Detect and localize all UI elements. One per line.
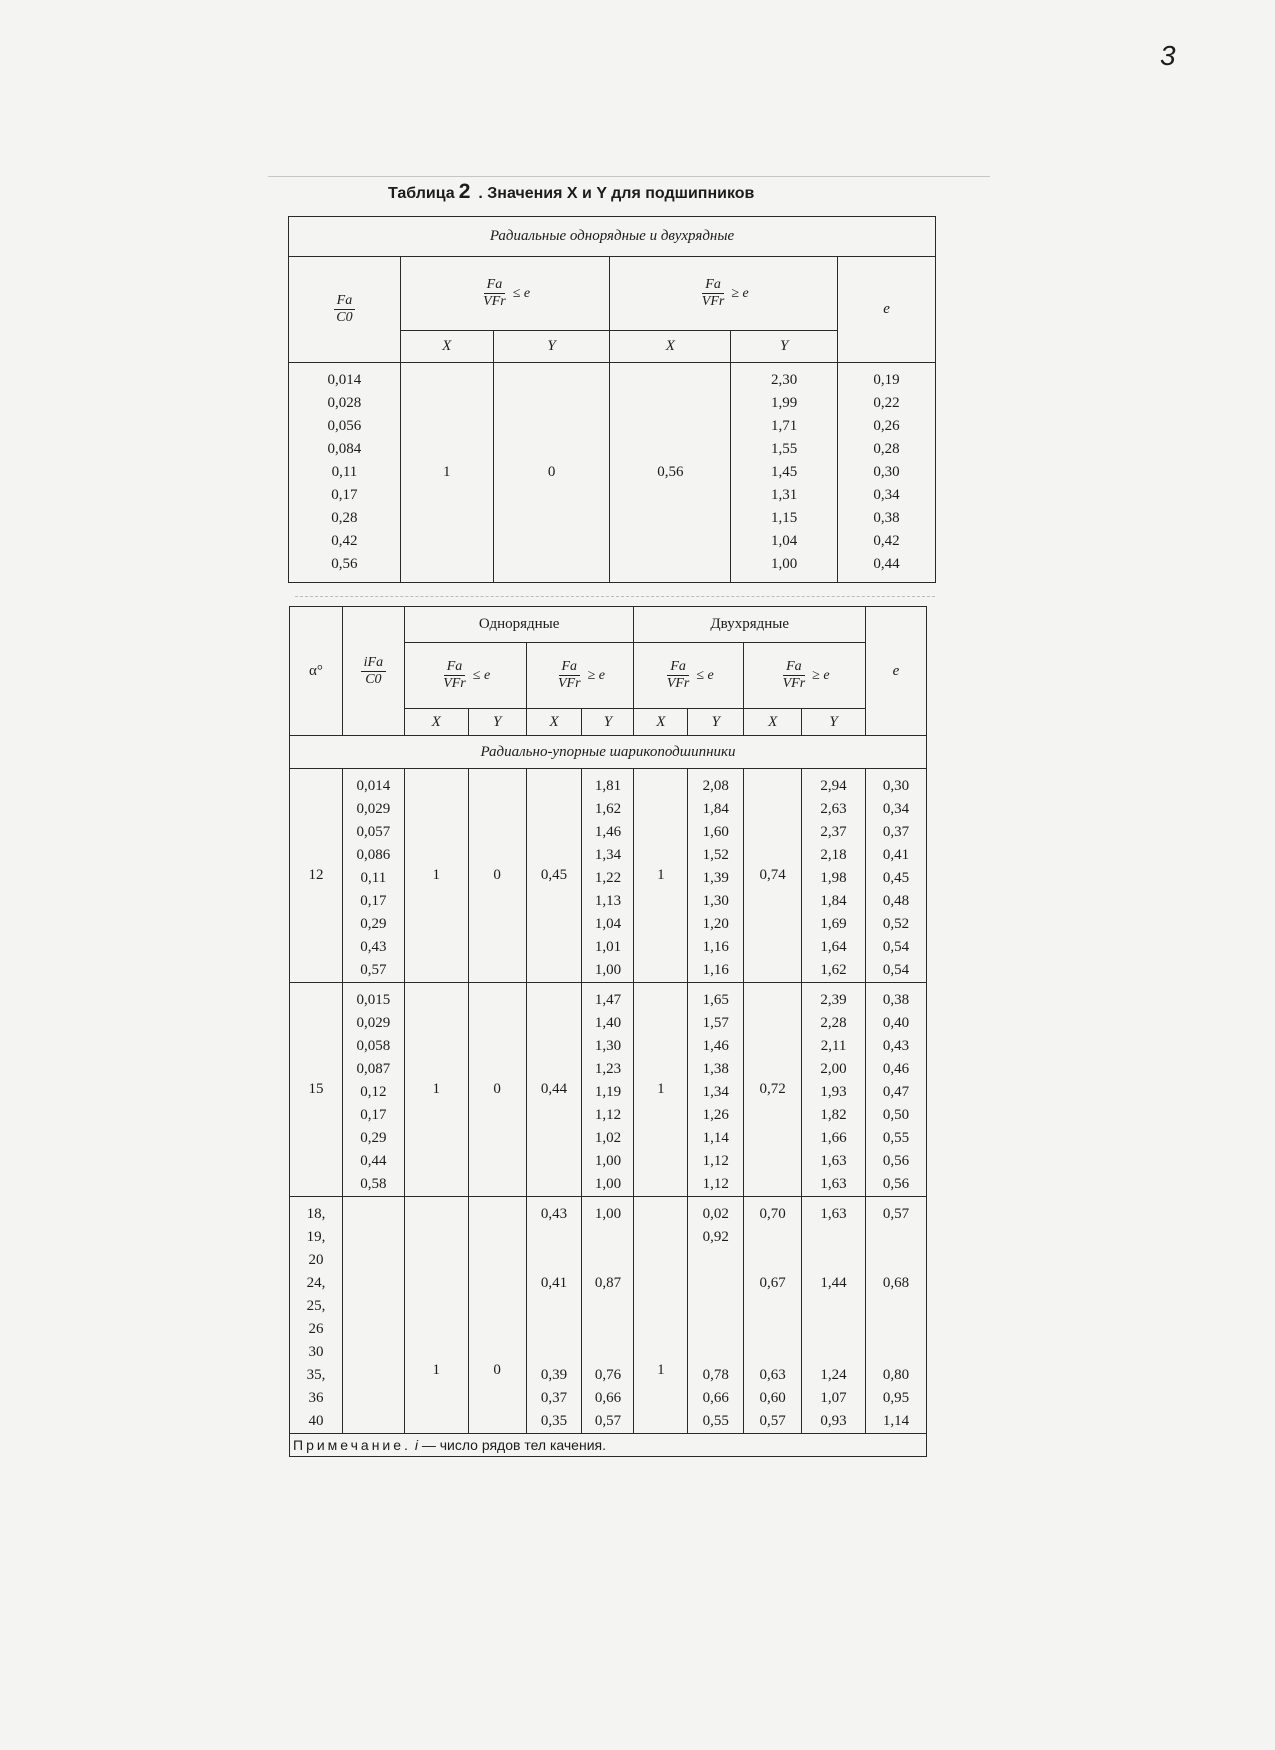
single-le-header [404, 643, 526, 709]
cell: 0,37 [882, 824, 910, 840]
ratio-column [342, 769, 404, 983]
cell: 1,99 [771, 395, 798, 411]
cell: 0,43 [540, 1206, 568, 1222]
cell: 36 [308, 1390, 324, 1406]
cell: 0,46 [882, 1061, 910, 1077]
e-header: e [866, 607, 927, 736]
double-ge-header [744, 643, 866, 709]
cell: 35, [306, 1367, 326, 1383]
cell: 0,56 [882, 1176, 910, 1192]
cell [688, 1249, 743, 1272]
cond-le: ≤ e [696, 667, 714, 683]
single-x1: 1 [404, 1197, 468, 1434]
cell: 0,70 [759, 1206, 786, 1222]
cell: 1,82 [820, 1107, 847, 1123]
cell: 0,35 [540, 1413, 568, 1429]
frac-den: C0 [336, 310, 353, 325]
alpha-value: 15 [290, 983, 343, 1197]
cell [744, 1341, 801, 1364]
cell: 0,37 [540, 1390, 568, 1406]
cell: 1,34 [702, 1084, 729, 1100]
single-x1: 1 [404, 769, 468, 983]
single-ge-header [526, 643, 634, 709]
cell: 0,30 [873, 464, 900, 480]
cell: 2,00 [820, 1061, 847, 1077]
cell: 1,64 [820, 939, 847, 955]
cell: 2,30 [771, 372, 798, 388]
frac-num: Fa [444, 659, 466, 676]
cell: 0,029 [356, 1015, 391, 1031]
cell: 0,086 [356, 847, 391, 863]
cell: 1,00 [594, 1153, 622, 1169]
cell: 0,34 [873, 487, 900, 503]
page-number: 3 [1160, 40, 1176, 71]
double-y1-column [688, 983, 744, 1197]
frac-den: VFr [558, 676, 581, 691]
cell: 0,57 [594, 1413, 622, 1429]
cell: 1,00 [771, 556, 798, 572]
cell: 0,29 [360, 1130, 387, 1146]
cell: 1,45 [771, 464, 798, 480]
cell: 0,11 [331, 464, 358, 480]
cell: 1,46 [702, 1038, 729, 1054]
double-y2-column [802, 1197, 866, 1434]
cell: 0,17 [360, 893, 387, 909]
cell: 0,42 [873, 533, 900, 549]
top-rule [268, 176, 990, 177]
cell: 0,41 [882, 847, 910, 863]
y2-column [731, 363, 838, 583]
cell: 1,63 [820, 1176, 847, 1192]
cell: 1,47 [594, 992, 622, 1008]
cell: 1,57 [702, 1015, 729, 1031]
cell: 0,66 [594, 1390, 622, 1406]
cell: 0,015 [356, 992, 391, 1008]
cell: 1,16 [702, 939, 729, 955]
cell: 1,81 [594, 778, 622, 794]
cell: 0,087 [356, 1061, 391, 1077]
double-x2: 0,72 [744, 983, 802, 1197]
cell: 0,029 [356, 801, 391, 817]
cell: 30 [308, 1344, 324, 1360]
cell: 1,01 [594, 939, 622, 955]
cell: 1,24 [820, 1367, 847, 1383]
cond-ge: ≥ e [587, 667, 605, 683]
cell: 0,50 [882, 1107, 910, 1123]
single-y2-column [582, 1197, 634, 1434]
cell: 0,014 [327, 372, 362, 388]
frac-num: iFa [361, 655, 386, 672]
alpha-header: α° [290, 607, 343, 736]
cell: 1,34 [594, 847, 622, 863]
e-column [838, 363, 936, 583]
cond-ge-header [610, 257, 838, 331]
cell: 0,63 [759, 1367, 786, 1383]
group-18-40 [290, 1197, 927, 1434]
frac-num: Fa [702, 277, 724, 294]
cell: 0,58 [360, 1176, 387, 1192]
table1-caption: Радиальные однорядные и двухрядные [289, 217, 936, 257]
single-row-header: Однорядные [404, 607, 634, 643]
single-x2: 0,44 [526, 983, 582, 1197]
cell: 1,63 [820, 1206, 847, 1222]
cell: 0,92 [702, 1229, 729, 1245]
title-prefix: Таблица [388, 185, 455, 202]
table-note [290, 1434, 927, 1457]
frac-num: Fa [783, 659, 805, 676]
cell [866, 1341, 926, 1364]
frac-den: C0 [365, 671, 382, 687]
cell: 0,44 [360, 1153, 387, 1169]
cell: 0,55 [882, 1130, 910, 1146]
cell: 1,55 [771, 441, 798, 457]
x-header: X [400, 331, 493, 363]
cell: 1,04 [771, 533, 798, 549]
cell [688, 1341, 743, 1364]
cond-ge: ≥ e [731, 285, 749, 301]
single-x2: 0,45 [526, 769, 582, 983]
e-column [866, 1197, 927, 1434]
cell: 0,76 [594, 1367, 622, 1383]
cell: 1,40 [594, 1015, 622, 1031]
cell: 0,26 [873, 418, 900, 434]
e-column [866, 983, 927, 1197]
cell [688, 1295, 743, 1318]
cond-le-header [400, 257, 610, 331]
cell: 0,057 [356, 824, 391, 840]
cell [582, 1341, 633, 1364]
cell: 1,12 [702, 1153, 729, 1169]
cell [527, 1295, 582, 1318]
cell: 0,87 [594, 1275, 622, 1291]
cell: 0,68 [882, 1275, 910, 1291]
cell [527, 1226, 582, 1249]
cell: 24, [306, 1275, 326, 1291]
cell: 0,48 [882, 893, 910, 909]
e-column [866, 769, 927, 983]
angular-contact-table [289, 606, 927, 1457]
cell: 0,40 [882, 1015, 910, 1031]
cell: 2,11 [820, 1038, 847, 1054]
cell: 1,66 [820, 1130, 847, 1146]
y-header: Y [802, 709, 866, 736]
cell [744, 1226, 801, 1249]
frac-num: Fa [559, 659, 581, 676]
cell: 1,14 [882, 1413, 910, 1429]
cell: 1,69 [820, 916, 847, 932]
cell [744, 1295, 801, 1318]
cond-ge: ≥ e [812, 667, 830, 683]
ratio-empty [342, 1197, 404, 1434]
cell: 0,02 [702, 1206, 729, 1222]
double-row-header: Двухрядные [634, 607, 866, 643]
frac-den: VFr [443, 676, 466, 691]
cell: 0,19 [873, 372, 900, 388]
double-le-header [634, 643, 744, 709]
double-x1: 1 [634, 983, 688, 1197]
cell: 0,17 [360, 1107, 387, 1123]
cell: 2,63 [820, 801, 847, 817]
cell: 1,63 [820, 1153, 847, 1169]
cell [688, 1318, 743, 1341]
cell: 1,00 [594, 1206, 622, 1222]
cell: 0,56 [331, 556, 358, 572]
x-header: X [634, 709, 688, 736]
cond-le: ≤ e [472, 667, 491, 683]
y-header: Y [468, 709, 526, 736]
cell: 19, [306, 1229, 326, 1245]
cell: 1,46 [594, 824, 622, 840]
cell [802, 1295, 865, 1318]
cell: 0,67 [759, 1275, 786, 1291]
e-header: e [838, 257, 936, 363]
cell: 0,28 [873, 441, 900, 457]
note-i: i [414, 1437, 418, 1453]
ifa-c0-header [342, 607, 404, 736]
cell: 0,34 [882, 801, 910, 817]
alpha-value: 12 [290, 769, 343, 983]
cell: 1,16 [702, 962, 729, 978]
fa-c0-column [289, 363, 401, 583]
cell [582, 1249, 633, 1272]
cell: 2,28 [820, 1015, 847, 1031]
single-x2-column [526, 1197, 582, 1434]
cell: 2,39 [820, 992, 847, 1008]
cell: 0,56 [882, 1153, 910, 1169]
cell [866, 1318, 926, 1341]
group-12 [290, 769, 927, 983]
cell: 2,08 [702, 778, 729, 794]
cell: 1,26 [702, 1107, 729, 1123]
x1-value: 1 [400, 363, 493, 583]
cell: 0,43 [882, 1038, 910, 1054]
cell: 0,12 [360, 1084, 387, 1100]
single-x1: 1 [404, 983, 468, 1197]
cell [744, 1249, 801, 1272]
cell: 1,98 [820, 870, 847, 886]
cell: 0,22 [873, 395, 900, 411]
cell: 1,13 [594, 893, 622, 909]
cell: 0,014 [356, 778, 391, 794]
frac-num: Fa [667, 659, 689, 676]
cell: 1,65 [702, 992, 729, 1008]
frac-den: VFr [782, 676, 806, 691]
fa-c0-header [289, 257, 401, 363]
title-number: 2 [458, 180, 471, 203]
ratio-column [342, 983, 404, 1197]
frac-den: VFr [666, 676, 690, 691]
cell: 0,55 [702, 1413, 729, 1429]
cell: 0,60 [759, 1390, 786, 1406]
cell [527, 1318, 582, 1341]
y-header: Y [688, 709, 744, 736]
cell: 1,12 [594, 1107, 622, 1123]
cell: 1,84 [820, 893, 847, 909]
cell: 1,02 [594, 1130, 622, 1146]
cell [527, 1249, 582, 1272]
cell: 0,30 [882, 778, 910, 794]
cell: 0,41 [540, 1275, 568, 1291]
cell [866, 1226, 926, 1249]
cell: 0,80 [882, 1367, 910, 1383]
y-header: Y [493, 331, 610, 363]
double-x1: 1 [634, 1197, 688, 1434]
double-y1-column [688, 769, 744, 983]
cell [582, 1295, 633, 1318]
cell: 0,39 [540, 1367, 568, 1383]
x-header: X [610, 331, 731, 363]
single-y2-column [582, 769, 634, 983]
cell: 1,44 [820, 1275, 847, 1291]
table-title [388, 180, 988, 204]
cell: 20 [308, 1252, 324, 1268]
double-y2-column [802, 983, 866, 1197]
cell [802, 1341, 865, 1364]
note-text: — число рядов тел качения. [421, 1437, 606, 1453]
cell [802, 1226, 865, 1249]
cell: 1,62 [820, 962, 847, 978]
cell [582, 1318, 633, 1341]
cell: 0,44 [873, 556, 900, 572]
cell: 0,78 [702, 1367, 729, 1383]
group-15 [290, 983, 927, 1197]
cell: 1,15 [771, 510, 798, 526]
cell: 0,29 [360, 916, 387, 932]
cell: 0,28 [331, 510, 358, 526]
cell: 1,19 [594, 1084, 622, 1100]
cell: 1,39 [702, 870, 729, 886]
cell: 0,084 [327, 441, 362, 457]
cell [744, 1318, 801, 1341]
cell: 18, [306, 1206, 326, 1222]
cell: 1,62 [594, 801, 622, 817]
cell: 0,056 [327, 418, 362, 434]
cell: 1,14 [702, 1130, 729, 1146]
x-header: X [404, 709, 468, 736]
cell [688, 1272, 743, 1295]
cell: 1,60 [702, 824, 729, 840]
cell: 0,45 [882, 870, 910, 886]
cell: 1,00 [594, 1176, 622, 1192]
cell: 1,31 [771, 487, 798, 503]
cell: 0,57 [759, 1413, 786, 1429]
cell: 1,30 [702, 893, 729, 909]
note-label: Примечание. [293, 1437, 411, 1453]
double-x1: 1 [634, 769, 688, 983]
cell: 1,07 [820, 1390, 847, 1406]
cell: 0,058 [356, 1038, 391, 1054]
cell: 0,47 [882, 1084, 910, 1100]
cond-le: ≤ e [512, 285, 531, 301]
title-suffix: . Значения X и Y для подшипников [478, 185, 755, 202]
cell: 1,00 [594, 962, 622, 978]
cell: 0,38 [882, 992, 910, 1008]
cell: 0,54 [882, 939, 910, 955]
frac-num: Fa [334, 293, 356, 310]
cell: 0,028 [327, 395, 362, 411]
cell: 1,22 [594, 870, 622, 886]
x-header: X [744, 709, 802, 736]
cell: 0,42 [331, 533, 358, 549]
y-header: Y [731, 331, 838, 363]
cell: 0,38 [873, 510, 900, 526]
cell [866, 1295, 926, 1318]
cell: 1,20 [702, 916, 729, 932]
cell: 1,12 [702, 1176, 729, 1192]
cell [802, 1318, 865, 1341]
cell: 2,94 [820, 778, 847, 794]
cell [527, 1341, 582, 1364]
cell [802, 1249, 865, 1272]
cell: 1,38 [702, 1061, 729, 1077]
cell: 0,17 [331, 487, 358, 503]
double-y1-column [688, 1197, 744, 1434]
x2-value: 0,56 [610, 363, 731, 583]
cell: 0,93 [820, 1413, 847, 1429]
frac-den: VFr [701, 294, 725, 309]
single-y1: 0 [468, 1197, 526, 1434]
cell: 0,57 [882, 1206, 910, 1222]
single-y1: 0 [468, 983, 526, 1197]
cell: 1,23 [594, 1061, 622, 1077]
frac-den: VFr [483, 294, 506, 309]
cell: 2,18 [820, 847, 847, 863]
cell: 2,37 [820, 824, 847, 840]
double-x2: 0,74 [744, 769, 802, 983]
cell: 0,11 [360, 870, 387, 886]
cell: 0,43 [360, 939, 387, 955]
tear-line [295, 596, 935, 597]
cell [866, 1249, 926, 1272]
cell: 1,71 [771, 418, 798, 434]
cell: 0,52 [882, 916, 910, 932]
section-caption: Радиально-упорные шарикоподшипники [290, 736, 927, 769]
alpha-column [290, 1197, 343, 1434]
single-y1: 0 [468, 769, 526, 983]
cell [582, 1226, 633, 1249]
cell: 0,57 [360, 962, 387, 978]
y1-value: 0 [493, 363, 610, 583]
cell: 1,30 [594, 1038, 622, 1054]
cell: 0,66 [702, 1390, 729, 1406]
radial-bearings-table [288, 216, 936, 583]
double-y2-column [802, 769, 866, 983]
double-x2-column [744, 1197, 802, 1434]
cell: 0,54 [882, 962, 910, 978]
cell: 26 [308, 1321, 324, 1337]
x-header: X [526, 709, 582, 736]
single-y2-column [582, 983, 634, 1197]
cell: 1,84 [702, 801, 729, 817]
cell: 1,52 [702, 847, 729, 863]
cell: 0,95 [882, 1390, 910, 1406]
frac-num: Fa [484, 277, 506, 294]
cell: 1,04 [594, 916, 622, 932]
cell: 25, [306, 1298, 326, 1314]
cell: 40 [308, 1413, 324, 1429]
y-header: Y [582, 709, 634, 736]
cell: 1,93 [820, 1084, 847, 1100]
